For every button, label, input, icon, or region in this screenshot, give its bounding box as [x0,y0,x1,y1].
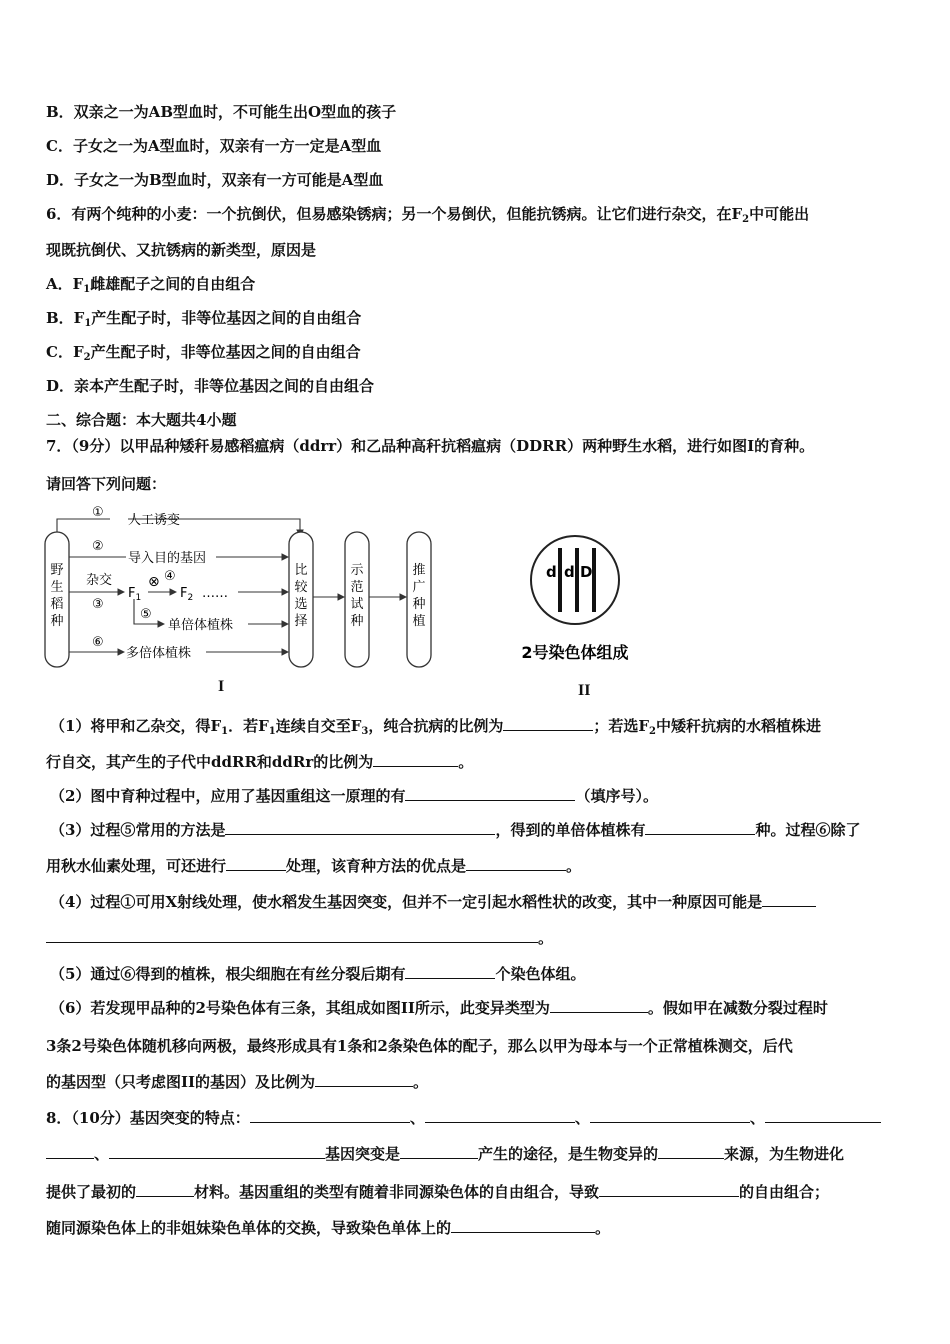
q6-stem-line1: 6．有两个纯种的小麦：一个抗倒伏，但易感染锈病；另一个易倒伏，但能抗锈病。让它们进行杂交，在$F_2$中可能出 [46,205,810,225]
gene-1: d [546,563,557,581]
blank[interactable] [400,1144,478,1159]
q8-line4: 随同源染色体上的非姐妹染色单体的交换，导致染色单体上的 。 [46,1219,611,1237]
fig2-caption: 2号染色体组成 [521,643,629,662]
gene-3: D [580,563,593,581]
q6-option-c: C．$F_2$产生配子时，非等位基因之间的自由组合 [46,343,361,363]
figure-1-label: I [218,678,225,695]
polyploid-label: 多倍体植株 [126,646,192,661]
blank[interactable] [315,1072,413,1087]
blank[interactable] [226,856,286,871]
blank[interactable] [425,1108,575,1123]
self-cross-symbol: ⊗ [148,574,160,590]
q7-part2: （2）图中育种过程中，应用了基因重组这一原理的有 （填序号）。 [50,787,658,805]
svg-text:推: 推 [412,563,426,578]
svg-text:选: 选 [294,597,308,612]
svg-text:植: 植 [412,614,426,629]
q6-option-b: B．$F_1$产生配子时，非等位基因之间的自由组合 [46,309,362,329]
step1-label: 人工诱变 [128,513,181,528]
blank[interactable] [762,892,816,907]
svg-text:种: 种 [412,597,426,612]
q7-part1-line1: （1）将甲和乙杂交，得$F_1$．若$F_1$连续自交至$F_3$，纯合抗病的比例为 ；若选$F_2$中矮秆抗病的水稻植株进 [50,717,821,737]
step2-label: 导入目的基因 [128,551,207,566]
svg-text:范: 范 [350,580,364,595]
svg-text:试: 试 [350,597,364,612]
wild-char-4: 种 [50,614,64,629]
blank[interactable] [405,964,495,979]
figure-2-label: II [578,682,591,699]
blank[interactable] [136,1182,194,1197]
q6-option-d: D．亲本产生配子时，非等位基因之间的自由组合 [46,377,375,395]
svg-text:比: 比 [294,563,308,578]
wild-char-1: 野 [50,563,64,578]
q8-line1: 8．（10分）基因突变的特点： 、 、 、 [46,1108,881,1128]
blank[interactable] [250,1108,410,1123]
svg-text:较: 较 [294,580,308,595]
step1-number: ① [92,505,104,520]
blank[interactable] [658,1144,724,1159]
blank[interactable] [109,1144,325,1159]
q7-stem-line1: 7．（9分）以甲品种矮秆易感稻瘟病（ddrr）和乙品种高秆抗稻瘟病（DDRR）两种野生水稻，进行如图I的育种。 [46,437,815,455]
step5-number: ⑤ [140,607,152,622]
q7-part1-line2: 行自交，其产生的子代中ddRR和ddRr的比例为 。 [46,753,474,771]
wild-char-3: 稻 [50,597,64,612]
blank[interactable] [590,1108,750,1123]
blank[interactable] [765,1108,881,1123]
step3-number: ③ [92,597,104,612]
f2-dots: …… [202,586,228,601]
q7-part6-line2: 3条2号染色体随机移向两极，最终形成具有1条和2条染色体的配子，那么以甲为母本与一个正常植株测交，后代 [46,1037,793,1055]
q5-option-d: D．子女之一为B型血时，双亲有一方可能是A型血 [46,171,384,189]
blank[interactable] [225,820,495,835]
q7-stem-line2: 请回答下列问题： [46,475,167,493]
svg-text:示: 示 [350,563,364,578]
figure-1-breeding-diagram [40,502,480,672]
haploid-label: 单倍体植株 [168,618,234,633]
q7-part4-line2: 。 [46,928,553,948]
blank[interactable] [405,786,575,801]
section-heading: 二、综合题：本大题共4小题 [46,411,237,429]
step6-number: ⑥ [92,635,104,650]
f1-label: $F_1$ [128,586,142,603]
q6-option-a: A．$F_1$雌雄配子之间的自由组合 [46,275,256,295]
cross-label: 杂交 [86,573,113,588]
q6-stem-line2: 现既抗倒伏、又抗锈病的新类型，原因是 [46,241,317,259]
blank[interactable] [46,1144,94,1159]
q7-part3-line1: （3）过程⑤常用的方法是 ，得到的单倍体植株有 种。过程⑥除了 [50,821,861,839]
wild-char-2: 生 [50,580,64,595]
blank[interactable] [645,820,755,835]
q7-part3-line2: 用秋水仙素处理，可还进行 处理，该育种方法的优点是 。 [46,857,582,875]
step4-number: ④ [164,569,176,584]
blank[interactable] [550,998,648,1013]
q8-line3: 提供了最初的 材料。基因重组的类型有随着非同源染色体的自由组合，导致 的自由组合； [46,1183,830,1201]
svg-text:择: 择 [294,614,308,629]
q5-option-b: B．双亲之一为AB型血时，不可能生出O型血的孩子 [46,103,397,121]
q5-option-c: C．子女之一为A型血时，双亲有一方一定是A型血 [46,137,382,155]
q7-part4-line1: （4）过程①可用X射线处理，使水稻发生基因突变，但并不一定引起水稻性状的改变，其中一种原因可能是 [50,892,816,912]
q7-part6-line3: 的基因型（只考虑图II的基因）及比例为 。 [46,1073,429,1091]
blank[interactable] [373,752,458,767]
blank[interactable] [451,1218,595,1233]
svg-text:广: 广 [412,580,426,595]
q7-part5: （5）通过⑥得到的植株，根尖细胞在有丝分裂后期有 个染色体组。 [50,965,586,983]
blank[interactable] [599,1182,739,1197]
q7-part6-line1: （6）若发现甲品种的2号染色体有三条，其组成如图II所示，此变异类型为 。假如甲在减数分裂过程时 [50,999,828,1017]
q8-line2: 、 基因突变是 产生的途径，是生物变异的 来源，为生物进化 [46,1144,844,1164]
blank[interactable] [503,716,593,731]
svg-text:种: 种 [350,614,364,629]
blank[interactable] [466,856,566,871]
figure-2-chromosome-diagram [510,530,660,670]
f2-label: $F_2$ [180,586,194,603]
gene-2: d [564,563,575,581]
blank[interactable] [46,928,538,943]
step2-number: ② [92,539,104,554]
